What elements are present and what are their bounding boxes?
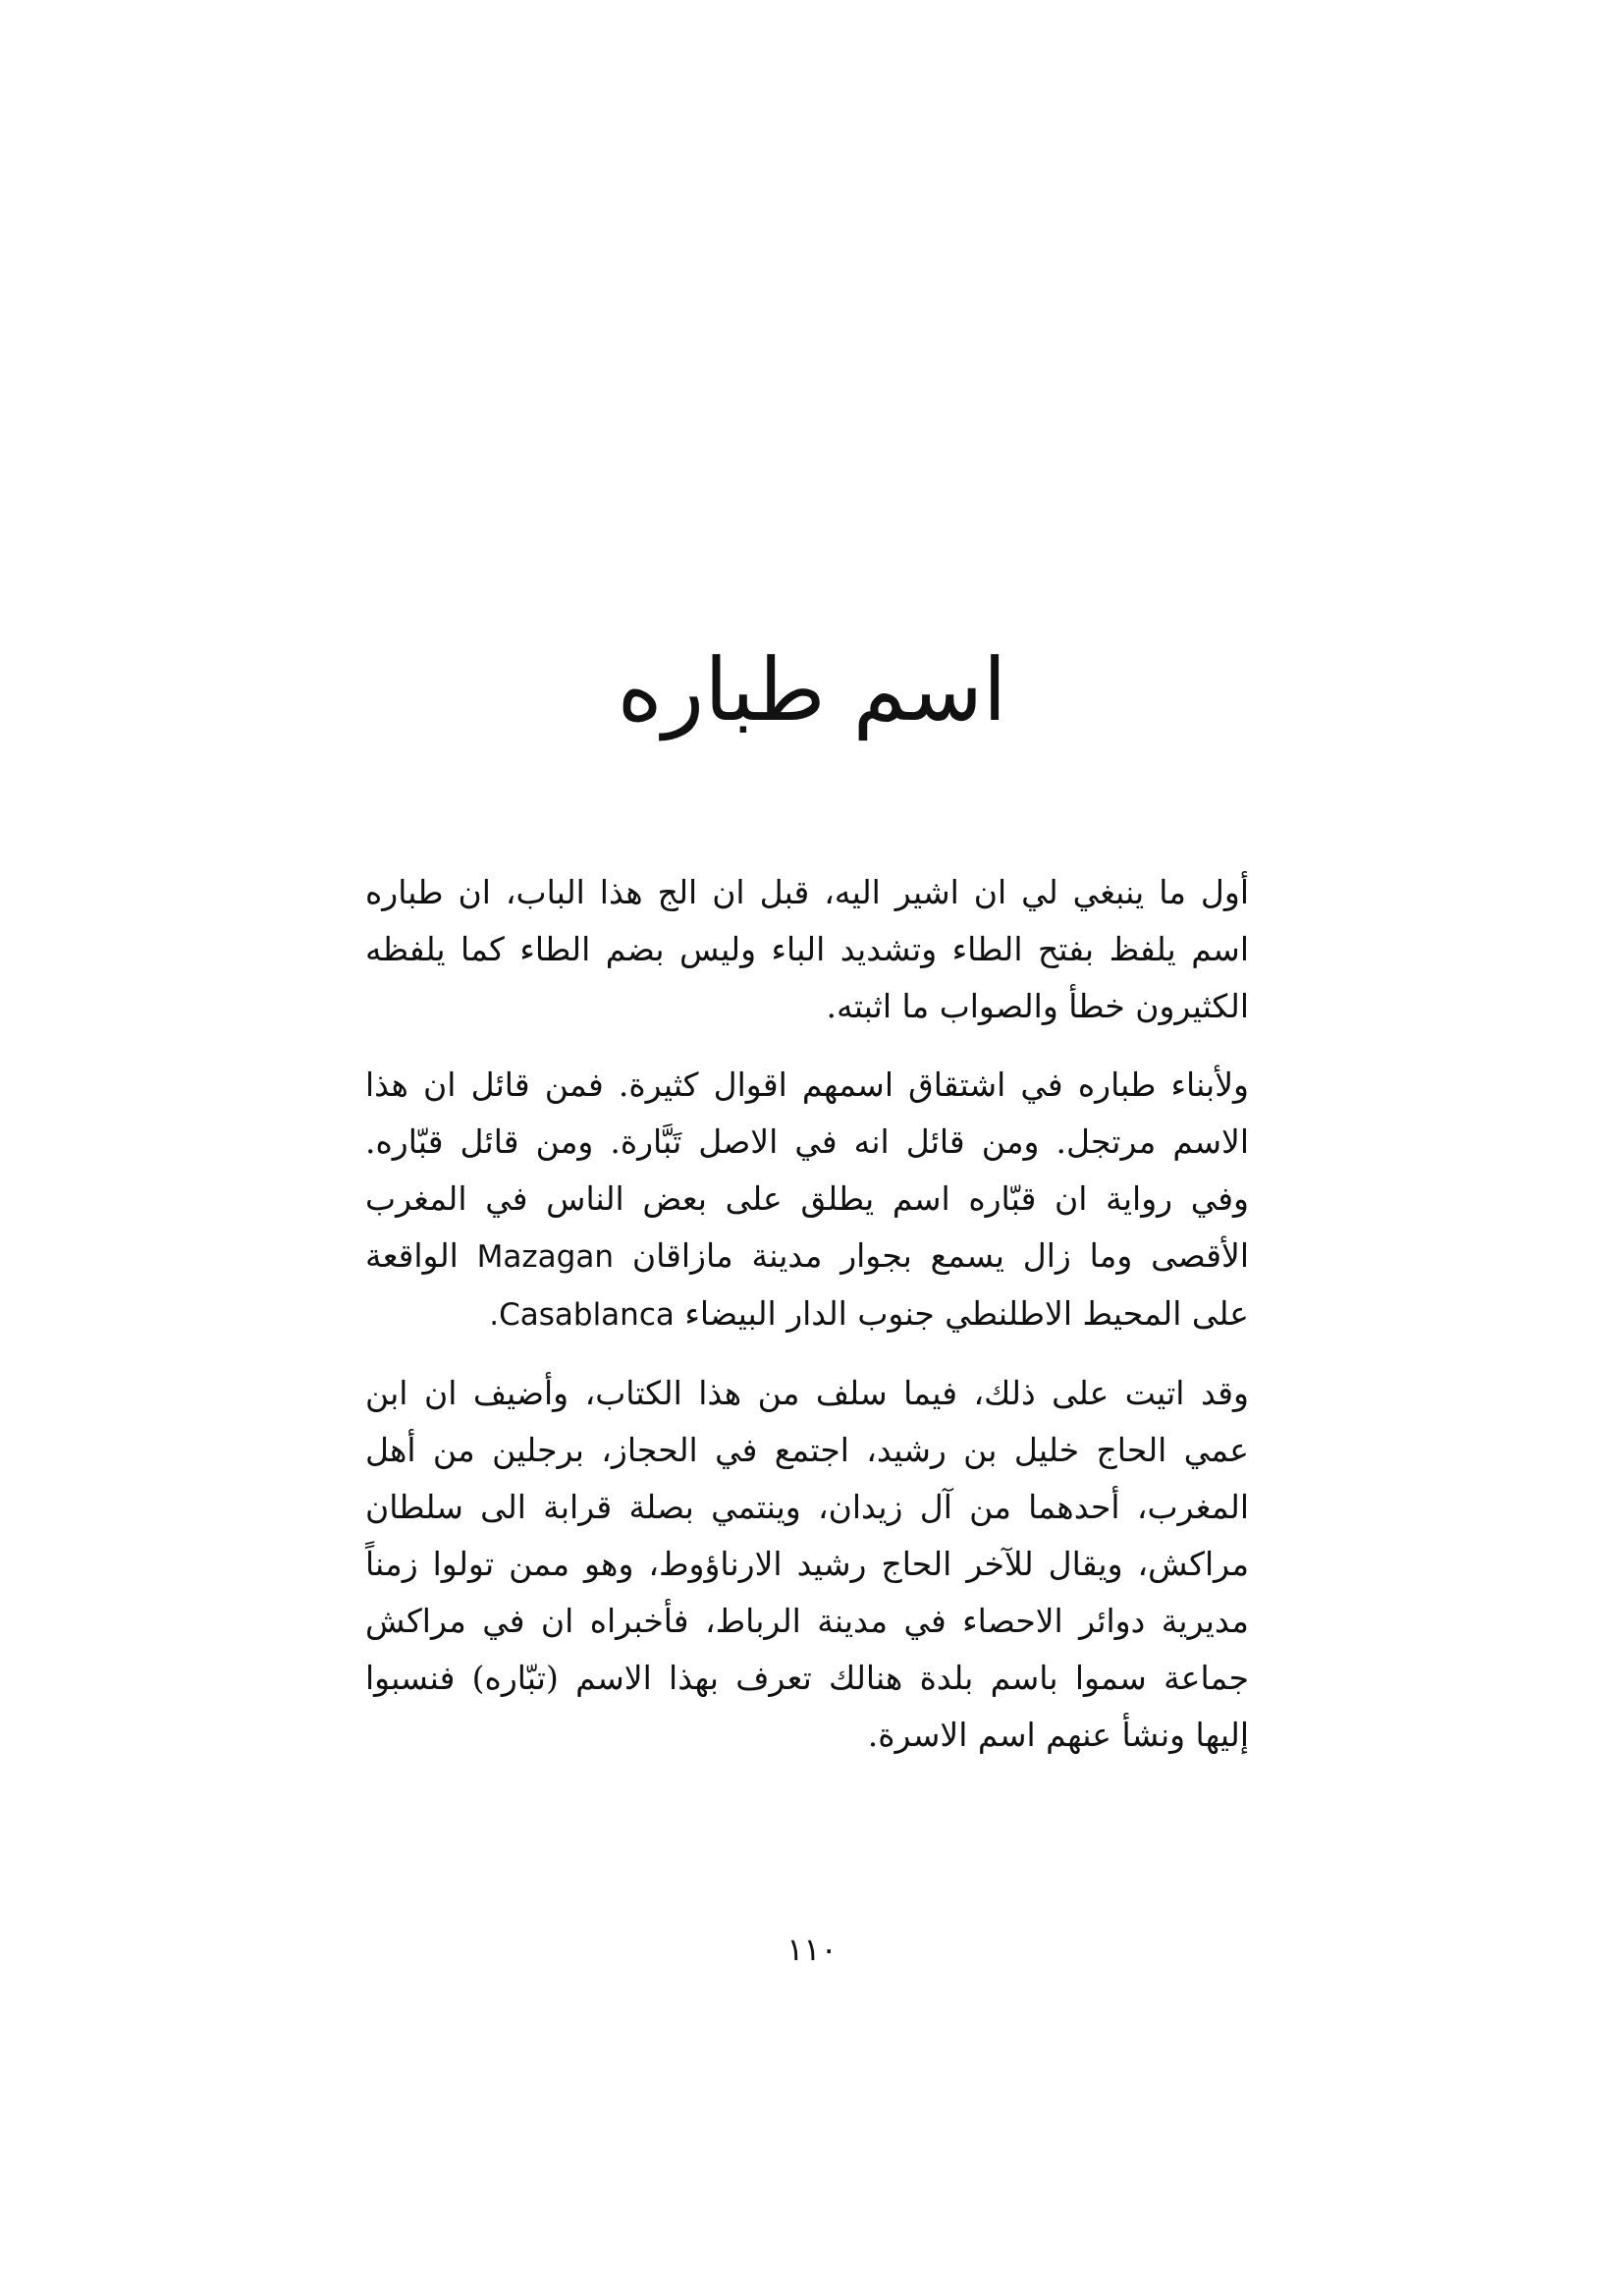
page-number: ١١٠	[786, 1931, 838, 1968]
latin-term-mazagan: Mazagan	[476, 1239, 614, 1275]
latin-term-casablanca: .Casablanca	[489, 1297, 675, 1333]
paragraph-3: وقد اتيت على ذلك، فيما سلف من هذا الكتاب، وأضيف ان ابن عمي الحاج خليل بن رشيد، اجتمع في الحجاز، برجلين من أهل المغرب، أحدهما من آل زيدان، وينتمي بصلة قرابة الى سلطان مراكش، ويقال للآخر الحاج رشيد الارناؤوط، وهو ممن تولوا زمناً مديرية دوائر الاحصاء في مدينة الرباط، فأخبراه ان في مراكش جماعة سموا باسم بلدة هنالك تعرف بهذا الاسم (تبّاره) فنسبوا إليها ونشأ عنهم اسم الاسرة.	[365, 1374, 1249, 1754]
paragraph-2-text-start: ولأبناء طباره في اشتقاق اسمهم اقوال كثيرة. فمن قائل ان هذا الاسم مرتجل. ومن قائل انه في الاصل تَبَّارة. ومن قائل قبّاره. وفي رواية ان قبّاره اسم يطلق على بعض الناس في المغرب الأقصى وما زال يسمع بجوار مدينة مازاقان	[365, 1066, 1249, 1275]
paragraph-2-text-middle: الواقعة على المحيط الاطلنطي جنوب الدار البيضاء	[365, 1236, 1249, 1333]
chapter-title: اسم طباره	[617, 639, 1007, 740]
paragraph-2	[365, 1057, 1249, 1343]
body-text	[365, 864, 1249, 1785]
paragraph-1: أول ما ينبغي لي ان اشير اليه، قبل ان الج هذا الباب، ان طباره اسم يلفظ بفتح الطاء وتشديد الباء وليس بضم الطاء كما يلفظه الكثيرون خطأ والصواب ما اثبته.	[365, 873, 1249, 1025]
